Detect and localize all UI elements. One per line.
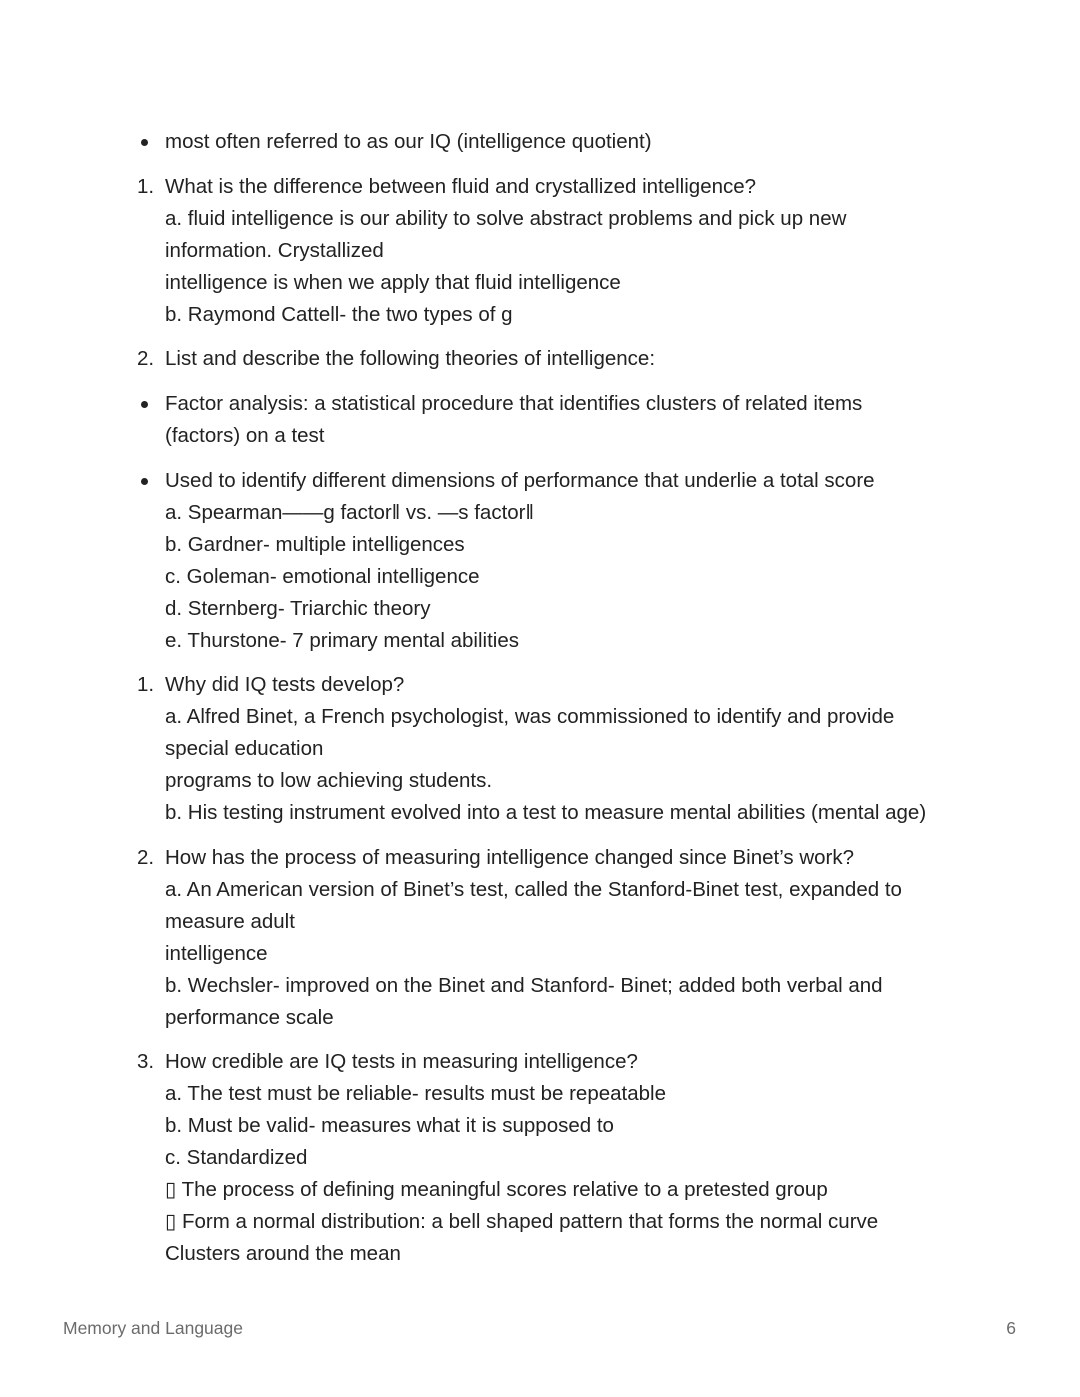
text-line: programs to low achieving students.	[165, 769, 493, 792]
text-line: e. Thurstone- 7 primary mental abilities	[165, 629, 519, 652]
text-line: special education	[165, 737, 324, 760]
text-line: b. Raymond Cattell- the two types of g	[165, 303, 513, 326]
text-line: Factor analysis: a statistical procedure that identifies clusters of related items	[165, 392, 863, 415]
bullet-dot-icon	[141, 478, 148, 485]
text-line: What is the difference between fluid and crystallized intelligence?	[165, 175, 757, 198]
footer-title: Memory and Language	[63, 1318, 243, 1338]
numbered-item	[0, 1046, 1080, 1270]
text-line: a. Spearman—―g factor‖ vs. ―s factor‖	[165, 501, 534, 524]
list-number: 3.	[137, 1050, 155, 1073]
text-line: c. Standardized	[165, 1146, 308, 1169]
bullet-item	[0, 388, 1080, 452]
text-line: b. His testing instrument evolved into a test to measure mental abilities (mental age)	[165, 801, 927, 824]
text-line: b. Wechsler- improved on the Binet and Stanford- Binet; added both verbal and	[165, 974, 883, 997]
text-line: ▯ Form a normal distribution: a bell shaped pattern that forms the normal curve	[165, 1210, 879, 1233]
document-body	[0, 126, 1080, 1270]
text-line: List and describe the following theories of intelligence:	[165, 347, 656, 370]
text-line: Used to identify different dimensions of performance that underlie a total score	[165, 469, 875, 492]
numbered-item	[0, 842, 1080, 1034]
list-number: 2.	[137, 846, 155, 869]
bullet-dot-icon	[141, 401, 148, 408]
text-line: c. Goleman- emotional intelligence	[165, 565, 480, 588]
text-line: How has the process of measuring intelligence changed since Binet’s work?	[165, 846, 855, 869]
text-line: (factors) on a test	[165, 424, 325, 447]
bullet-item	[0, 126, 1080, 158]
text-line: information. Crystallized	[165, 239, 384, 262]
text-line: a. The test must be reliable- results must be repeatable	[165, 1082, 666, 1105]
text-line: measure adult	[165, 910, 295, 933]
text-line: ▯ The process of defining meaningful scores relative to a pretested group	[165, 1178, 828, 1201]
text-line: Clusters around the mean	[165, 1242, 401, 1265]
bullet-dot-icon	[141, 139, 148, 146]
text-line: Why did IQ tests develop?	[165, 673, 405, 696]
text-line: How credible are IQ tests in measuring intelligence?	[165, 1050, 638, 1073]
numbered-item	[0, 343, 1080, 375]
list-number: 1.	[137, 673, 155, 696]
text-line: a. An American version of Binet’s test, called the Stanford-Binet test, expanded to	[165, 878, 902, 901]
numbered-item	[0, 669, 1080, 829]
bullet-item	[0, 465, 1080, 657]
text-line: intelligence	[165, 942, 268, 965]
text-line: d. Sternberg- Triarchic theory	[165, 597, 431, 620]
text-line: a. fluid intelligence is our ability to solve abstract problems and pick up new	[165, 207, 847, 230]
list-number: 2.	[137, 347, 155, 370]
page-number: 6	[1006, 1318, 1016, 1338]
text-line: a. Alfred Binet, a French psychologist, was commissioned to identify and provide	[165, 705, 895, 728]
text-line: intelligence is when we apply that fluid intelligence	[165, 271, 621, 294]
text-line: b. Gardner- multiple intelligences	[165, 533, 465, 556]
list-number: 1.	[137, 175, 155, 198]
text-line: most often referred to as our IQ (intelligence quotient)	[165, 130, 652, 153]
text-line: performance scale	[165, 1006, 334, 1029]
text-line: b. Must be valid- measures what it is supposed to	[165, 1114, 614, 1137]
numbered-item	[0, 171, 1080, 331]
